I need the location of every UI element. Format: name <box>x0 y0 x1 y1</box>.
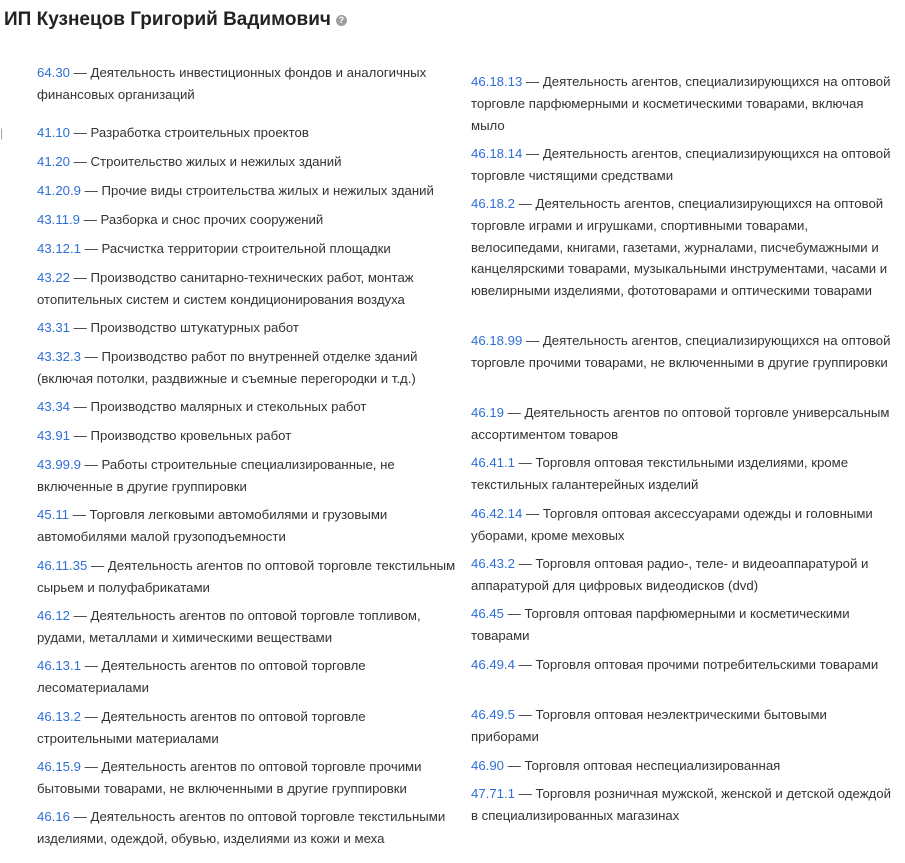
activity-description: — Торговля розничная мужской, женской и детской одеждой в специализированных магазинах <box>471 786 891 823</box>
activity-code-link[interactable]: 46.49.5 <box>471 707 515 722</box>
activity-code-link[interactable]: 41.20 <box>37 154 71 169</box>
activity-description: — Деятельность агентов по оптовой торговле лесоматериалами <box>37 658 366 695</box>
activity-code-link[interactable]: 43.32.3 <box>37 349 81 364</box>
activity-code-link[interactable]: 46.13.2 <box>37 709 81 724</box>
activity-item <box>37 209 462 231</box>
activity-code-link[interactable]: 43.22 <box>37 270 71 285</box>
activity-code-link[interactable]: 46.43.2 <box>471 556 515 571</box>
activity-item <box>37 317 462 339</box>
activity-item <box>37 180 462 202</box>
activity-description: — Торговля оптовая неспециализированная <box>504 758 781 773</box>
page-title <box>4 9 347 31</box>
activity-item <box>37 655 462 699</box>
activity-item <box>37 62 462 106</box>
activity-description: — Деятельность агентов, специализирующихся на оптовой торговле прочими товарами, не включенными в другие группировки <box>471 333 891 370</box>
activity-description: — Производство работ по внутренней отделке зданий (включая потолки, раздвижные и съемные перегородки и т.д.) <box>37 349 418 386</box>
activity-item <box>471 193 896 302</box>
activity-description: — Деятельность агентов, специализирующихся на оптовой торговле играми и игрушками, спортивными товарами, велосипедами, книгами, газетами, журналами, писчебумажными и канцелярскими товарами, музыкальными инструментами, часами и ювелирными изделиями, фототоварами и оптическими товарами <box>471 196 888 299</box>
activity-item <box>471 704 896 748</box>
activity-code-link[interactable]: 43.99.9 <box>37 457 81 472</box>
activity-code-link[interactable]: 46.18.13 <box>471 74 523 89</box>
activity-description: — Работы строительные специализированные, не включенные в другие группировки <box>37 457 395 494</box>
activity-item <box>37 756 462 800</box>
activity-item <box>471 402 896 446</box>
activity-description: — Производство санитарно-технических работ, монтаж отопительных систем и систем кондиционирования воздуха <box>37 270 414 307</box>
activity-code-link[interactable]: 64.30 <box>37 65 71 80</box>
activity-item <box>37 122 462 144</box>
activity-description: — Торговля оптовая неэлектрическими бытовыми приборами <box>471 707 827 744</box>
activity-item <box>37 346 462 390</box>
activity-code-link[interactable]: 46.90 <box>471 758 505 773</box>
activity-description: — Деятельность агентов по оптовой торговле текстильными изделиями, одеждой, обувью, изделиями из кожи и меха <box>37 809 446 846</box>
activity-code-link[interactable]: 47.71.1 <box>471 786 515 801</box>
activity-item <box>37 706 462 750</box>
activity-code-link[interactable]: 41.20.9 <box>37 183 81 198</box>
activity-item <box>471 71 896 136</box>
activity-code-link[interactable]: 46.42.14 <box>471 506 523 521</box>
activity-item <box>37 151 462 173</box>
activity-code-link[interactable]: 43.34 <box>37 399 71 414</box>
activity-description: — Деятельность инвестиционных фондов и аналогичных финансовых организаций <box>37 65 427 102</box>
page-title-text: ИП Кузнецов Григорий Вадимович <box>4 9 331 30</box>
activity-description: — Торговля оптовая прочими потребительскими товарами <box>515 657 879 672</box>
activity-code-link[interactable]: 46.49.4 <box>471 657 515 672</box>
activity-description: — Торговля оптовая текстильными изделиями, кроме текстильных галантерейных изделий <box>471 455 849 492</box>
activity-item <box>471 654 896 676</box>
activity-item <box>37 605 462 649</box>
activity-code-link[interactable]: 46.19 <box>471 405 505 420</box>
activity-code-link[interactable]: 43.91 <box>37 428 71 443</box>
activity-description: — Разборка и снос прочих сооружений <box>80 212 324 227</box>
activity-description: — Производство кровельных работ <box>70 428 292 443</box>
activity-code-link[interactable]: 46.16 <box>37 809 71 824</box>
activity-code-link[interactable]: 46.11.35 <box>37 558 88 573</box>
activity-item <box>471 503 896 547</box>
activity-item <box>471 783 896 827</box>
activity-description: — Торговля оптовая радио-, теле- и видеоаппаратурой и аппаратурой для цифровых видеодисков (dvd) <box>471 556 869 593</box>
help-icon[interactable]: ? <box>336 15 347 26</box>
activity-item <box>37 267 462 311</box>
activity-item <box>471 603 896 647</box>
activity-item <box>37 504 462 548</box>
activity-description: — Прочие виды строительства жилых и нежилых зданий <box>81 183 434 198</box>
activity-description: — Расчистка территории строительной площадки <box>81 241 391 256</box>
activity-item <box>37 454 462 498</box>
activity-description: — Деятельность агентов, специализирующихся на оптовой торговле парфюмерными и косметическими товарами, включая мыло <box>471 74 891 133</box>
activity-code-link[interactable]: 43.12.1 <box>37 241 81 256</box>
activity-code-link[interactable]: 45.11 <box>37 507 70 522</box>
activity-item <box>471 143 896 187</box>
activity-item <box>471 330 896 374</box>
activity-description: — Деятельность агентов, специализирующихся на оптовой торговле чистящими средствами <box>471 146 891 183</box>
activity-description: — Разработка строительных проектов <box>70 125 309 140</box>
activity-description: — Деятельность агентов по оптовой торговле топливом, рудами, металлами и химическими веществами <box>37 608 421 645</box>
activity-description: — Деятельность агентов по оптовой торговле текстильным сырьем и полуфабрикатами <box>37 558 456 595</box>
activity-code-link[interactable]: 41.10 <box>37 125 71 140</box>
activity-description: — Производство штукатурных работ <box>70 320 299 335</box>
activity-item <box>471 553 896 597</box>
activity-code-link[interactable]: 46.45 <box>471 606 505 621</box>
activity-code-link[interactable]: 46.12 <box>37 608 71 623</box>
left-edge-marker: | <box>0 126 4 140</box>
activity-description: — Торговля оптовая парфюмерными и косметическими товарами <box>471 606 850 643</box>
activity-code-link[interactable]: 46.15.9 <box>37 759 81 774</box>
activity-description: — Деятельность агентов по оптовой торговле прочими бытовыми товарами, не включенными в другие группировки <box>37 759 422 796</box>
activity-code-link[interactable]: 43.31 <box>37 320 71 335</box>
activity-item <box>37 238 462 260</box>
activity-item <box>37 396 462 418</box>
activity-description: — Торговля легковыми автомобилями и грузовыми автомобилями малой грузоподъемности <box>37 507 388 544</box>
activity-item <box>471 452 896 496</box>
activity-item <box>471 755 896 777</box>
activity-description: — Торговля оптовая аксессуарами одежды и головными уборами, кроме меховых <box>471 506 873 543</box>
activity-description: — Деятельность агентов по оптовой торговле строительными материалами <box>37 709 366 746</box>
activity-code-link[interactable]: 46.18.99 <box>471 333 523 348</box>
activity-description: — Строительство жилых и нежилых зданий <box>70 154 342 169</box>
activity-description: — Деятельность агентов по оптовой торговле универсальным ассортиментом товаров <box>471 405 890 442</box>
activity-item <box>37 555 462 599</box>
activity-code-link[interactable]: 46.13.1 <box>37 658 81 673</box>
activity-description: — Производство малярных и стекольных работ <box>70 399 367 414</box>
activity-code-link[interactable]: 46.18.2 <box>471 196 515 211</box>
activity-code-link[interactable]: 43.11.9 <box>37 212 81 227</box>
activity-code-link[interactable]: 46.18.14 <box>471 146 523 161</box>
activity-item <box>37 425 462 447</box>
activity-item <box>37 806 462 850</box>
activity-code-link[interactable]: 46.41.1 <box>471 455 515 470</box>
